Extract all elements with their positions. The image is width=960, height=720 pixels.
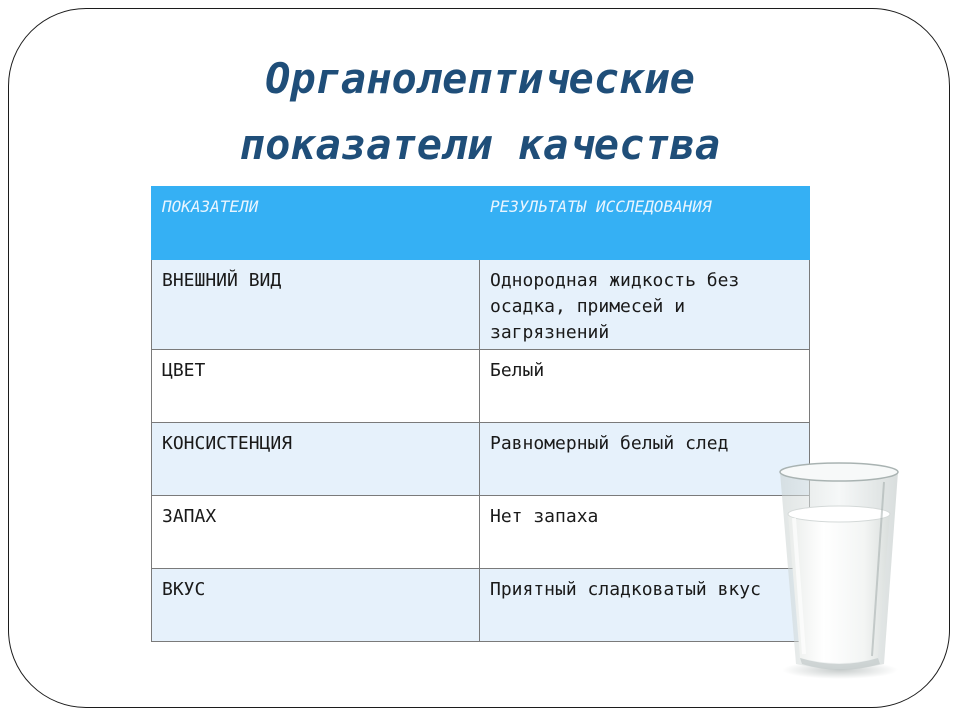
table-row [152,350,810,423]
header-indicator: ПОКАЗАТЕЛИ [152,187,480,260]
title-line-2: показатели качества [239,120,721,169]
quality-table [151,186,810,642]
row-indicator: ЦВЕТ [152,350,480,423]
row-result: Нет запаха [480,496,810,569]
row-indicator: КОНСИСТЕНЦИЯ [152,423,480,496]
table-header-row [152,187,810,260]
glass-of-milk-icon [768,458,908,682]
table-row [152,569,810,642]
row-result: Приятный сладковатый вкус [480,569,810,642]
table-row [152,260,810,350]
row-indicator: ВКУС [152,569,480,642]
row-result: Равномерный белый след [480,423,810,496]
title-line-1: Органолептические [265,54,695,103]
table-row [152,423,810,496]
header-result: РЕЗУЛЬТАТЫ ИССЛЕДОВАНИЯ [480,187,810,260]
row-indicator: ЗАПАХ [152,496,480,569]
slide-title [0,46,960,178]
row-indicator: ВНЕШНИЙ ВИД [152,260,480,350]
row-result: Белый [480,350,810,423]
table-row [152,496,810,569]
row-result: Однородная жидкость без осадка, примесей и загрязнений [480,260,810,350]
